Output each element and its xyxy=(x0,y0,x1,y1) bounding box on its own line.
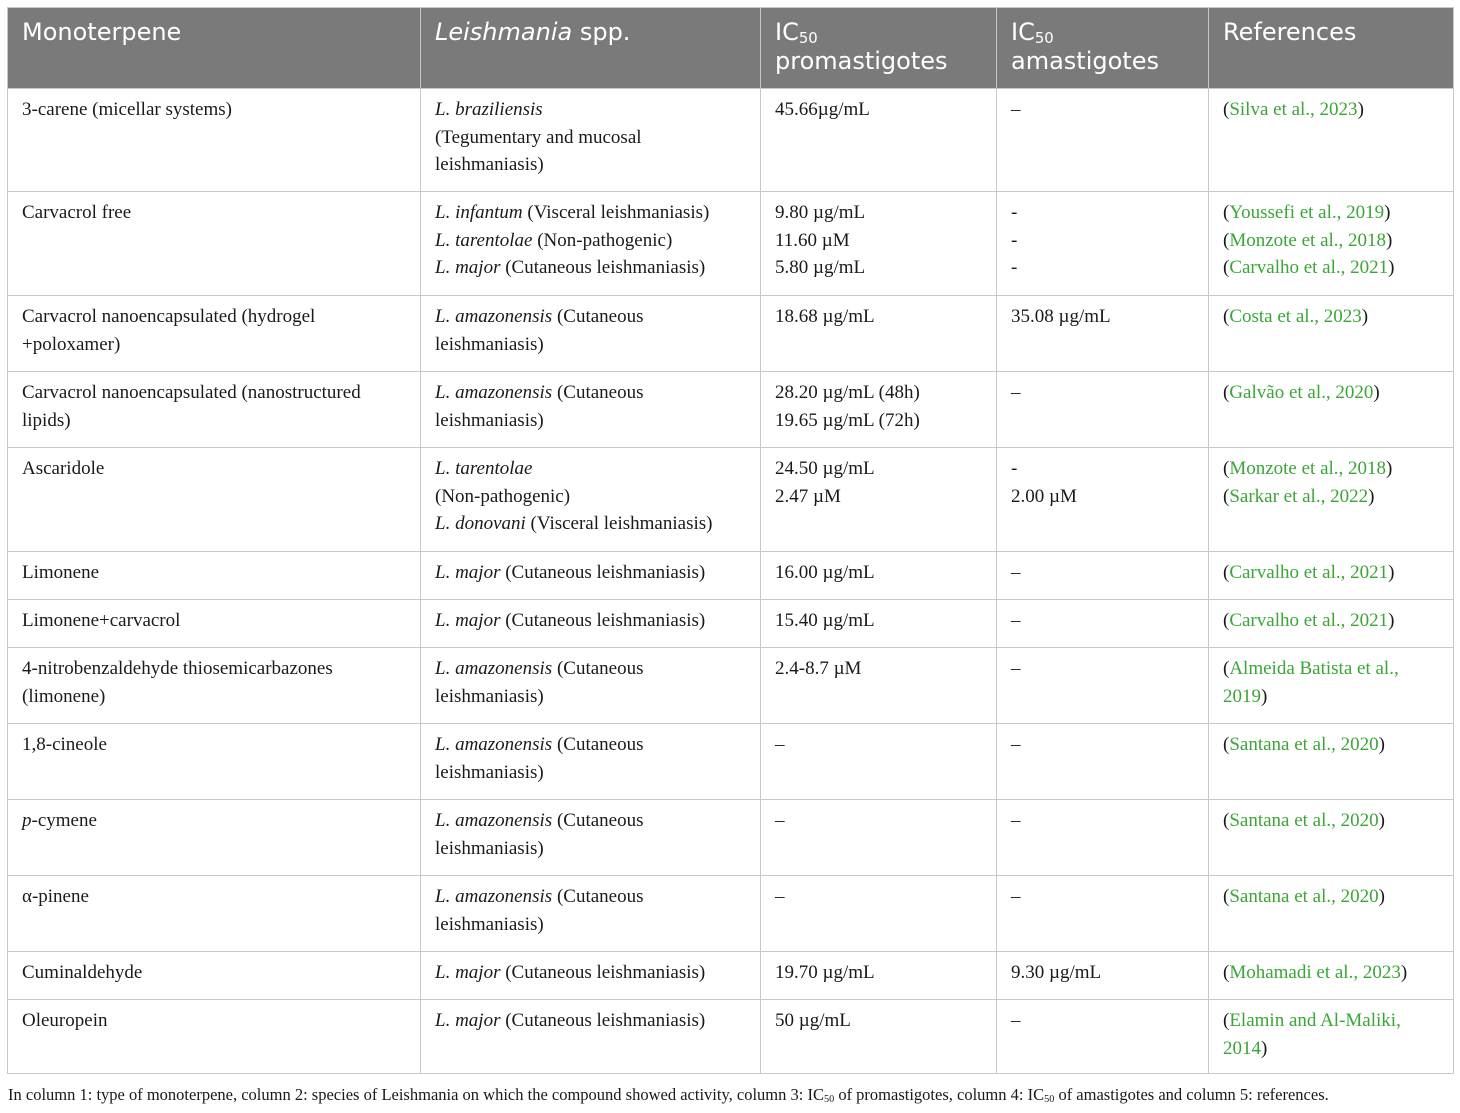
references-cell xyxy=(1209,89,1454,192)
cell-text: (Cutaneous xyxy=(552,658,644,679)
cell-text: 4-nitrobenzaldehyde thiosemicarbazones xyxy=(22,658,333,679)
promastigotes-value: 15.40 µg/mL xyxy=(775,610,875,631)
species-name: L. tarentolae xyxy=(435,458,533,479)
reference-link[interactable]: Costa et al., 2023 xyxy=(1229,306,1362,327)
cell-line xyxy=(435,407,746,435)
close-paren: ) xyxy=(1357,99,1364,120)
reference-link[interactable]: Santana et al., 2020 xyxy=(1229,886,1379,907)
reference-line xyxy=(1223,883,1439,911)
ic50-amastigotes-cell xyxy=(997,724,1209,800)
amastigotes-value: – xyxy=(1011,1010,1021,1031)
cell-text: leishmaniasis) xyxy=(435,913,544,935)
cell-text: (Cutaneous leishmaniasis) xyxy=(500,257,706,278)
cell-text: leishmaniasis) xyxy=(435,409,544,431)
open-paren: ( xyxy=(1223,229,1230,251)
cell-line xyxy=(435,254,746,282)
ic50-promastigotes-cell xyxy=(761,448,997,552)
species-name: p xyxy=(22,810,32,831)
promastigotes-value: – xyxy=(775,810,785,831)
reference-line xyxy=(1223,379,1439,407)
promastigotes-value: – xyxy=(775,886,785,907)
reference-link[interactable]: Mohamadi et al., 2023 xyxy=(1229,962,1401,983)
reference-link[interactable]: Monzote et al., 2018 xyxy=(1229,229,1387,251)
reference-link[interactable]: Galvão et al., 2020 xyxy=(1229,382,1374,403)
reference-line xyxy=(1223,1007,1439,1035)
amastigotes-value: – xyxy=(1011,562,1021,583)
monoterpene-cell xyxy=(8,89,421,192)
ic50-promastigotes-cell xyxy=(761,876,997,952)
cell-line xyxy=(435,483,746,511)
monoterpene-table xyxy=(7,7,1454,1074)
cell-line xyxy=(435,124,746,152)
table-row xyxy=(8,600,1454,648)
amastigotes-value: – xyxy=(1011,658,1021,679)
table-row xyxy=(8,876,1454,952)
reference-link[interactable]: Monzote et al., 2018 xyxy=(1229,458,1387,479)
close-paren: ) xyxy=(1386,458,1393,479)
cell-text: (Non-pathogenic) xyxy=(532,229,673,251)
amastigotes-value: - xyxy=(1011,257,1018,278)
ic50-promastigotes-cell xyxy=(761,600,997,648)
cell-text: (Tegumentary and mucosal xyxy=(435,126,642,148)
species-cell xyxy=(421,192,761,296)
monoterpene-cell xyxy=(8,552,421,600)
cell-text: leishmaniasis) xyxy=(435,154,544,175)
open-paren: ( xyxy=(1223,485,1230,507)
species-name: L. amazonensis xyxy=(435,306,553,327)
promastigotes-value: 45.66µg/mL xyxy=(775,99,870,120)
cell-line xyxy=(22,959,406,987)
monoterpene-cell xyxy=(8,448,421,552)
monoterpene-cell xyxy=(8,372,421,448)
reference-line xyxy=(1223,731,1439,759)
cell-line xyxy=(435,759,746,787)
cell-text: Limonene+carvacrol xyxy=(22,610,181,631)
monoterpene-cell xyxy=(8,800,421,876)
close-paren: ) xyxy=(1384,202,1391,223)
ic50-promastigotes-cell xyxy=(761,952,997,1000)
ic50-amastigotes-cell xyxy=(997,552,1209,600)
species-cell xyxy=(421,724,761,800)
ic50-amastigotes-cell xyxy=(997,600,1209,648)
cell-line xyxy=(435,227,746,255)
cell-line xyxy=(435,455,746,483)
ic50-amastigotes-cell xyxy=(997,448,1209,552)
cell-text: leishmaniasis) xyxy=(435,333,544,355)
cell-line xyxy=(22,1007,406,1035)
table-row xyxy=(8,448,1454,552)
cell-text: (Cutaneous xyxy=(552,886,644,907)
cell-text: 3-carene (micellar systems) xyxy=(22,99,232,120)
cell-text: Limonene xyxy=(22,562,100,583)
cell-line xyxy=(22,559,406,587)
cell-line xyxy=(435,1007,746,1035)
open-paren: ( xyxy=(1223,458,1230,479)
monoterpene-cell xyxy=(8,600,421,648)
close-paren: ) xyxy=(1261,1037,1268,1059)
cell-line xyxy=(22,96,406,124)
ic50-amastigotes-cell xyxy=(997,192,1209,296)
amastigotes-value: – xyxy=(1011,886,1021,907)
ic50-promastigotes-cell xyxy=(761,296,997,372)
reference-line xyxy=(1223,227,1439,255)
table-row xyxy=(8,724,1454,800)
reference-line xyxy=(1223,199,1439,227)
species-name: L. tarentolae xyxy=(435,229,533,251)
cell-line xyxy=(435,911,746,939)
amastigotes-value: - xyxy=(1011,458,1018,479)
cell-line xyxy=(22,655,406,683)
ic50-promastigotes-cell xyxy=(761,192,997,296)
table-body xyxy=(8,89,1454,1074)
cell-text: (Cutaneous xyxy=(552,306,644,327)
cell-text: α-pinene xyxy=(22,886,89,907)
open-paren: ( xyxy=(1223,202,1230,223)
reference-link[interactable]: Carvalho et al., 2021 xyxy=(1229,257,1389,278)
references-cell xyxy=(1209,448,1454,552)
cell-line xyxy=(435,303,746,331)
open-paren: ( xyxy=(1223,1010,1230,1031)
open-paren: ( xyxy=(1223,610,1230,631)
ic50-amastigotes-cell xyxy=(997,89,1209,192)
references-cell xyxy=(1209,724,1454,800)
amastigotes-value: – xyxy=(1011,610,1021,631)
cell-text: (Cutaneous leishmaniasis) xyxy=(500,962,706,983)
open-paren: ( xyxy=(1223,810,1230,831)
table-row xyxy=(8,192,1454,296)
reference-link[interactable]: Santana et al., 2020 xyxy=(1229,734,1379,755)
table-row xyxy=(8,1000,1454,1074)
reference-line xyxy=(1223,807,1439,835)
cell-text: Carvacrol free xyxy=(22,202,132,223)
cell-line xyxy=(22,683,406,711)
references-cell xyxy=(1209,372,1454,448)
cell-text: lipids) xyxy=(22,409,71,431)
open-paren: ( xyxy=(1223,658,1230,679)
cell-text: Cuminaldehyde xyxy=(22,962,143,983)
ic50-amastigotes-cell xyxy=(997,648,1209,724)
reference-link[interactable]: 2014 xyxy=(1223,1037,1261,1059)
close-paren: ) xyxy=(1388,610,1395,631)
cell-text: Ascaridole xyxy=(22,458,105,479)
reference-line xyxy=(1223,607,1439,635)
promastigotes-value: 50 µg/mL xyxy=(775,1010,851,1031)
cell-line xyxy=(22,807,406,835)
cell-line xyxy=(435,199,746,227)
species-name: L. amazonensis xyxy=(435,382,553,403)
header-leishmania-spp: Leishmania spp. xyxy=(421,8,761,89)
reference-link[interactable]: Sarkar et al., 2022 xyxy=(1229,485,1369,507)
open-paren: ( xyxy=(1223,257,1230,278)
ic50-amastigotes-cell xyxy=(997,372,1209,448)
cell-line xyxy=(22,883,406,911)
cell-text: (Cutaneous xyxy=(552,382,644,403)
cell-line xyxy=(22,407,406,435)
cell-text: (Visceral leishmaniasis) xyxy=(525,513,713,534)
species-cell xyxy=(421,876,761,952)
table-row xyxy=(8,296,1454,372)
monoterpene-cell xyxy=(8,296,421,372)
cell-line xyxy=(435,807,746,835)
cell-line xyxy=(435,379,746,407)
amastigotes-value: 35.08 µg/mL xyxy=(1011,306,1111,327)
cell-line xyxy=(435,959,746,987)
monoterpene-cell xyxy=(8,876,421,952)
table-row xyxy=(8,648,1454,724)
monoterpene-cell xyxy=(8,724,421,800)
ic50-promastigotes-cell xyxy=(761,800,997,876)
cell-text: Carvacrol nanoencapsulated (hydrogel xyxy=(22,306,316,327)
species-cell xyxy=(421,1000,761,1074)
promastigotes-value: 16.00 µg/mL xyxy=(775,562,875,583)
cell-text: leishmaniasis) xyxy=(435,685,544,707)
table-footnote: In column 1: type of monoterpene, column 2: species of Leishmania on which the compound showed activity, column 3: $IC_{50}$ of promastigotes, column 4: $IC_{50}$ of amastigotes and column 5: references. xyxy=(8,1085,1329,1106)
species-name: L. amazonensis xyxy=(435,734,553,755)
species-name: L. amazonensis xyxy=(435,886,553,907)
reference-link[interactable]: Elamin and Al-Maliki, xyxy=(1229,1010,1401,1031)
promastigotes-value: 5.80 µg/mL xyxy=(775,257,866,278)
cell-text: (Cutaneous leishmaniasis) xyxy=(500,1010,706,1031)
ic50-amastigotes-cell xyxy=(997,800,1209,876)
table-row xyxy=(8,372,1454,448)
promastigotes-value: 2.4-8.7 µM xyxy=(775,658,862,679)
ic50-amastigotes-cell xyxy=(997,296,1209,372)
species-name: L. braziliensis xyxy=(435,99,543,120)
cell-line xyxy=(435,559,746,587)
table-header xyxy=(8,8,1454,89)
monoterpene-cell xyxy=(8,952,421,1000)
cell-line xyxy=(435,331,746,359)
monoterpene-cell xyxy=(8,648,421,724)
references-cell xyxy=(1209,952,1454,1000)
cell-line xyxy=(22,303,406,331)
species-name: L. major xyxy=(435,1010,501,1031)
reference-line xyxy=(1223,96,1439,124)
close-paren: ) xyxy=(1378,886,1385,907)
cell-line xyxy=(435,96,746,124)
table-row xyxy=(8,952,1454,1000)
cell-line xyxy=(435,510,746,538)
promastigotes-value: 11.60 µM xyxy=(775,229,850,251)
ic50-promastigotes-cell xyxy=(761,724,997,800)
open-paren: ( xyxy=(1223,306,1230,327)
cell-line xyxy=(22,607,406,635)
promastigotes-value: 24.50 µg/mL xyxy=(775,458,875,479)
species-cell xyxy=(421,600,761,648)
cell-line xyxy=(22,379,406,407)
reference-link[interactable]: Santana et al., 2020 xyxy=(1229,810,1379,831)
reference-link[interactable]: Carvalho et al., 2021 xyxy=(1229,610,1389,631)
cell-text: (Visceral leishmaniasis) xyxy=(522,202,710,223)
monoterpene-cell xyxy=(8,192,421,296)
reference-line xyxy=(1223,655,1439,683)
cell-text: (Non-pathogenic) xyxy=(435,485,571,507)
promastigotes-value: – xyxy=(775,734,785,755)
cell-line xyxy=(435,835,746,863)
cell-text: leishmaniasis) xyxy=(435,761,544,783)
close-paren: ) xyxy=(1388,562,1395,583)
close-paren: ) xyxy=(1386,229,1393,251)
close-paren: ) xyxy=(1361,306,1369,327)
species-name: L. infantum xyxy=(435,202,523,223)
reference-line xyxy=(1223,683,1439,711)
cell-text: Carvacrol nanoencapsulated (nanostructured xyxy=(22,382,361,403)
cell-text: 1,8-cineole xyxy=(22,734,107,755)
ic50-promastigotes-cell xyxy=(761,372,997,448)
references-cell xyxy=(1209,296,1454,372)
species-name: L. major xyxy=(435,962,501,983)
reference-line xyxy=(1223,559,1439,587)
cell-text: Oleuropein xyxy=(22,1010,108,1031)
reference-link[interactable]: Almeida Batista et al., xyxy=(1229,658,1399,679)
species-name: L. donovani xyxy=(435,513,526,534)
table-row xyxy=(8,800,1454,876)
cell-line xyxy=(435,731,746,759)
cell-text: (Cutaneous xyxy=(552,734,644,755)
ic50-amastigotes-cell xyxy=(997,876,1209,952)
open-paren: ( xyxy=(1223,886,1230,907)
references-cell xyxy=(1209,552,1454,600)
amastigotes-value: – xyxy=(1011,810,1021,831)
cell-line xyxy=(22,331,406,359)
cell-line xyxy=(435,655,746,683)
amastigotes-value: – xyxy=(1011,382,1021,403)
amastigotes-value: - xyxy=(1011,202,1018,223)
amastigotes-value: - xyxy=(1011,229,1018,251)
open-paren: ( xyxy=(1223,962,1230,983)
species-cell xyxy=(421,800,761,876)
cell-line xyxy=(22,199,406,227)
cell-line xyxy=(435,883,746,911)
cell-text: leishmaniasis) xyxy=(435,837,544,859)
reference-line xyxy=(1223,254,1439,282)
species-cell xyxy=(421,296,761,372)
ic50-amastigotes-cell xyxy=(997,1000,1209,1074)
header-ic50-promastigotes: $IC_{50}$ promastigotes xyxy=(761,8,997,89)
header-row xyxy=(8,8,1454,89)
open-paren: ( xyxy=(1223,382,1230,403)
species-name: L. major xyxy=(435,610,501,631)
reference-line xyxy=(1223,1035,1439,1063)
close-paren: ) xyxy=(1261,685,1268,707)
open-paren: ( xyxy=(1223,734,1230,755)
close-paren: ) xyxy=(1378,810,1385,831)
reference-line xyxy=(1223,959,1439,987)
header-monoterpene: Monoterpene xyxy=(8,8,421,89)
promastigotes-value: 19.65 µg/mL (72h) xyxy=(775,409,920,431)
reference-line xyxy=(1223,483,1439,511)
cell-line xyxy=(435,683,746,711)
cell-text: (Cutaneous leishmaniasis) xyxy=(500,610,706,631)
cell-line xyxy=(22,455,406,483)
reference-line xyxy=(1223,303,1439,331)
references-cell xyxy=(1209,600,1454,648)
amastigotes-value: – xyxy=(1011,734,1021,755)
reference-link[interactable]: 2019 xyxy=(1223,685,1261,707)
species-cell xyxy=(421,372,761,448)
references-cell xyxy=(1209,648,1454,724)
open-paren: ( xyxy=(1223,99,1230,120)
promastigotes-value: 18.68 µg/mL xyxy=(775,306,875,327)
species-cell xyxy=(421,648,761,724)
close-paren: ) xyxy=(1368,485,1375,507)
header-ic50-amastigotes: $IC_{50}$ amastigotes xyxy=(997,8,1209,89)
close-paren: ) xyxy=(1378,734,1385,755)
cell-text: (Cutaneous xyxy=(552,810,644,831)
close-paren: ) xyxy=(1373,382,1380,403)
cell-text: +poloxamer) xyxy=(22,333,121,355)
species-cell xyxy=(421,89,761,192)
ic50-promastigotes-cell xyxy=(761,89,997,192)
cell-text: -cymene xyxy=(31,810,97,831)
ic50-promastigotes-cell xyxy=(761,552,997,600)
cell-text: (limonene) xyxy=(22,685,106,707)
ic50-amastigotes-cell xyxy=(997,952,1209,1000)
amastigotes-value: 9.30 µg/mL xyxy=(1011,962,1102,983)
species-cell xyxy=(421,448,761,552)
table-row xyxy=(8,552,1454,600)
reference-link[interactable]: Youssefi et al., 2019 xyxy=(1229,202,1385,223)
promastigotes-value: 28.20 µg/mL (48h) xyxy=(775,382,920,403)
references-cell xyxy=(1209,192,1454,296)
species-name: L. amazonensis xyxy=(435,810,553,831)
references-cell xyxy=(1209,800,1454,876)
species-cell xyxy=(421,552,761,600)
reference-line xyxy=(1223,455,1439,483)
cell-line xyxy=(435,151,746,179)
cell-text: (Cutaneous leishmaniasis) xyxy=(500,562,706,583)
species-name: L. amazonensis xyxy=(435,658,553,679)
references-cell xyxy=(1209,876,1454,952)
header-references: References xyxy=(1209,8,1454,89)
references-cell xyxy=(1209,1000,1454,1074)
species-name: L. major xyxy=(435,257,501,278)
amastigotes-value: – xyxy=(1011,99,1021,120)
ic50-promastigotes-cell xyxy=(761,648,997,724)
open-paren: ( xyxy=(1223,562,1230,583)
table-row xyxy=(8,89,1454,192)
close-paren: ) xyxy=(1388,257,1395,278)
cell-line xyxy=(22,731,406,759)
ic50-promastigotes-cell xyxy=(761,1000,997,1074)
promastigotes-value: 9.80 µg/mL xyxy=(775,202,866,223)
species-cell xyxy=(421,952,761,1000)
monoterpene-cell xyxy=(8,1000,421,1074)
promastigotes-value: 19.70 µg/mL xyxy=(775,962,875,983)
cell-line xyxy=(435,607,746,635)
reference-link[interactable]: Silva et al., 2023 xyxy=(1229,99,1358,120)
promastigotes-value: 2.47 µM xyxy=(775,485,841,507)
reference-link[interactable]: Carvalho et al., 2021 xyxy=(1229,562,1389,583)
species-name: L. major xyxy=(435,562,501,583)
amastigotes-value: 2.00 µM xyxy=(1011,485,1077,507)
close-paren: ) xyxy=(1400,962,1408,983)
